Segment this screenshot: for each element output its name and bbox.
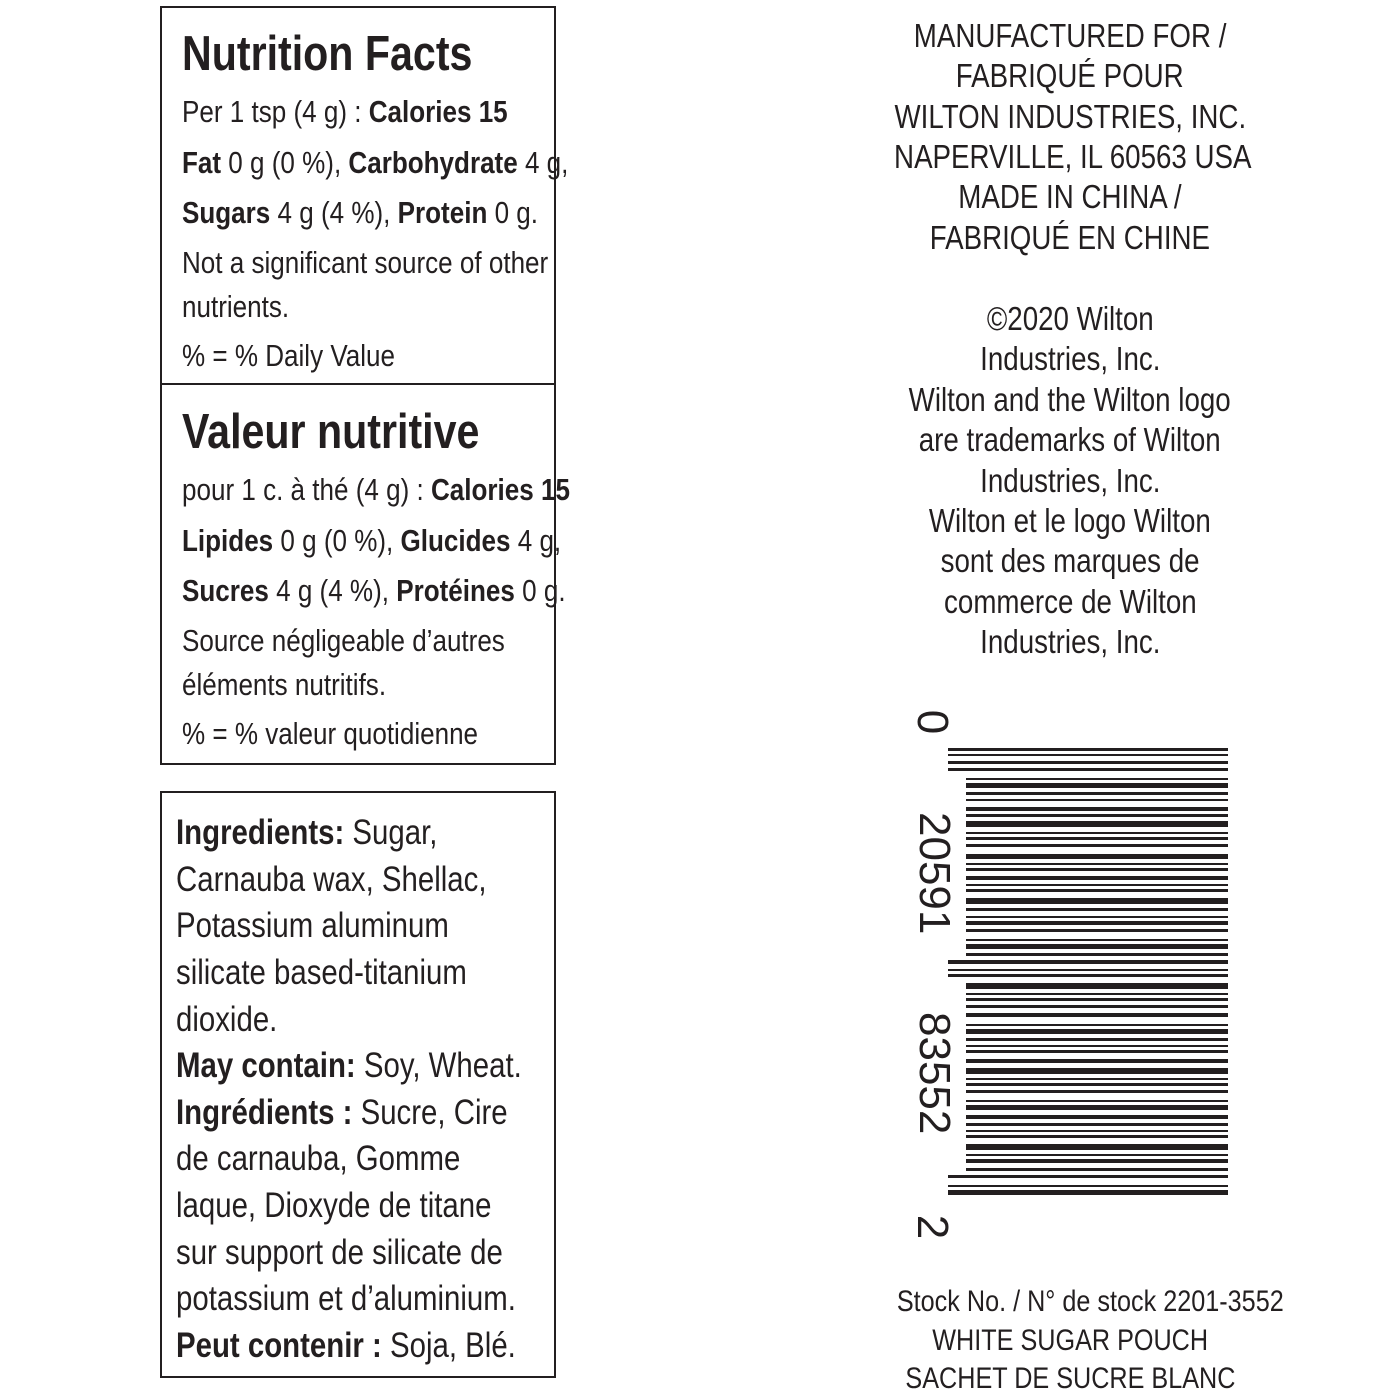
ingredients-en-line-5: dioxide. bbox=[176, 1000, 278, 1039]
barcode-bar bbox=[966, 889, 1228, 892]
stock-number: Stock No. / N° de stock 2201-3552 bbox=[896, 1285, 1284, 1318]
ingredients-en-line-2: Carnauba wax, Shellac, bbox=[176, 860, 487, 899]
barcode-bar bbox=[966, 916, 1228, 918]
note-line-en-1: Not a significant source of other bbox=[182, 245, 549, 280]
barcode-digits-left: 20591 bbox=[910, 812, 959, 935]
barcode-bar bbox=[966, 1144, 1228, 1150]
barcode-bar bbox=[966, 998, 1228, 1001]
section-divider bbox=[162, 383, 554, 385]
sugar-protein-line-fr: Sucres 4 g (4 %), Protéines 0 g. bbox=[182, 573, 566, 608]
barcode-bar bbox=[966, 1135, 1228, 1138]
ingredients-fr-line-4: sur support de silicate de bbox=[176, 1233, 503, 1272]
barcode-bar bbox=[966, 884, 1228, 886]
barcode-bar bbox=[966, 807, 1228, 811]
ingredients-fr-line-5: potassium et d’aluminium. bbox=[176, 1279, 516, 1318]
copyright-line-6: Wilton et le logo Wilton bbox=[929, 502, 1211, 539]
ingredients-en-line-3: Potassium aluminum bbox=[176, 906, 449, 945]
daily-value-note-fr: % = % valeur quotidienne bbox=[182, 716, 479, 751]
barcode-bar bbox=[966, 993, 1228, 995]
barcode-bar bbox=[966, 944, 1228, 949]
barcode-bar bbox=[948, 969, 1228, 971]
copyright-line-2: Industries, Inc. bbox=[979, 340, 1161, 377]
barcode-bar bbox=[966, 1013, 1228, 1017]
sugar-protein-line-en: Sugars 4 g (4 %), Protein 0 g. bbox=[182, 195, 539, 230]
barcode-bar bbox=[966, 1068, 1228, 1074]
product-name-en: WHITE SUGAR POUCH bbox=[932, 1324, 1208, 1357]
barcode-leading-digit: 0 bbox=[908, 709, 958, 735]
barcode-bar bbox=[966, 837, 1228, 840]
ingredients-en-line-4: silicate based-titanium bbox=[176, 953, 467, 992]
note-line-fr-1: Source négligeable d’autres bbox=[182, 623, 505, 658]
barcode-bar bbox=[948, 960, 1228, 964]
ingredients-fr-line-2: de carnauba, Gomme bbox=[176, 1139, 461, 1178]
manufacturer-line-2: FABRIQUÉ POUR bbox=[956, 57, 1184, 94]
manufacturer-line-5: MADE IN CHINA / bbox=[958, 178, 1182, 215]
barcode-bar bbox=[966, 1083, 1228, 1086]
ingredients-en-line-1: Ingredients: Sugar, bbox=[176, 813, 438, 852]
manufacturer-line-1: MANUFACTURED FOR / bbox=[913, 17, 1227, 54]
barcode-bar bbox=[966, 1078, 1228, 1080]
peut-contenir-line: Peut contenir : Soja, Blé. bbox=[176, 1326, 516, 1365]
manufacturer-line-4: NAPERVILLE, IL 60563 USA bbox=[894, 138, 1252, 175]
barcode-bar bbox=[966, 868, 1228, 871]
barcode-bar bbox=[948, 1190, 1228, 1195]
barcode-bar bbox=[966, 792, 1228, 795]
barcode-bar bbox=[966, 953, 1228, 956]
barcode-bar bbox=[966, 1029, 1228, 1034]
note-line-fr-2: éléments nutritifs. bbox=[182, 667, 387, 702]
barcode-digits-right: 83552 bbox=[910, 1012, 959, 1135]
barcode-bar bbox=[966, 876, 1228, 880]
barcode-bar bbox=[966, 1059, 1228, 1063]
ingredients-fr-line-3: laque, Dioxyde de titane bbox=[176, 1186, 492, 1225]
barcode-bar bbox=[966, 832, 1228, 834]
barcode-bar bbox=[966, 1100, 1228, 1102]
barcode-bar bbox=[948, 761, 1228, 764]
copyright-line-1: ©2020 Wilton bbox=[986, 300, 1154, 337]
daily-value-note-en: % = % Daily Value bbox=[182, 338, 396, 373]
barcode-trailing-digit: 2 bbox=[908, 1214, 958, 1240]
barcode-bar bbox=[966, 778, 1228, 780]
copyright-line-5: Industries, Inc. bbox=[979, 462, 1161, 499]
barcode-bar bbox=[966, 929, 1228, 932]
manufacturer-line-6: FABRIQUÉ EN CHINE bbox=[929, 219, 1211, 256]
note-line-en-2: nutrients. bbox=[182, 289, 290, 324]
barcode-bar bbox=[966, 863, 1228, 865]
manufacturer-line-3: WILTON INDUSTRIES, INC. bbox=[894, 98, 1246, 135]
copyright-line-9: Industries, Inc. bbox=[979, 623, 1161, 660]
barcode-bar bbox=[966, 1090, 1228, 1093]
copyright-line-8: commerce de Wilton bbox=[943, 583, 1197, 620]
copyright-line-3: Wilton and the Wilton logo bbox=[908, 381, 1232, 418]
nutrition-title-en: Nutrition Facts bbox=[182, 27, 473, 81]
product-name-fr: SACHET DE SUCRE BLANC bbox=[904, 1362, 1236, 1395]
fat-carb-line-fr: Lipides 0 g (0 %), Glucides 4 g, bbox=[182, 523, 562, 558]
serving-line-en: Per 1 tsp (4 g) : Calories 15 bbox=[182, 94, 508, 129]
barcode-bar bbox=[966, 1045, 1228, 1047]
barcode-bar bbox=[966, 898, 1228, 904]
barcode-bar bbox=[966, 1115, 1228, 1119]
serving-line-fr: pour 1 c. à thé (4 g) : Calories 15 bbox=[182, 472, 570, 507]
ingredients-fr-line-1: Ingrédients : Sucre, Cire bbox=[176, 1093, 508, 1132]
copyright-line-4: are trademarks of Wilton bbox=[919, 421, 1221, 458]
barcode-bar bbox=[966, 854, 1228, 859]
nutrition-title-fr: Valeur nutritive bbox=[182, 405, 480, 459]
barcode-bar bbox=[966, 1123, 1228, 1126]
barcode-bar bbox=[948, 1185, 1228, 1187]
barcode bbox=[948, 748, 1228, 1198]
barcode-bar bbox=[966, 799, 1228, 801]
copyright-line-7: sont des marques de bbox=[940, 542, 1200, 579]
barcode-bar bbox=[966, 814, 1228, 817]
barcode-bar bbox=[966, 908, 1228, 911]
barcode-bar bbox=[966, 783, 1228, 788]
barcode-bar bbox=[966, 1024, 1228, 1026]
barcode-bar bbox=[966, 1005, 1228, 1008]
ingredients-panel bbox=[160, 791, 556, 1378]
barcode-bar bbox=[966, 1168, 1228, 1171]
barcode-bar bbox=[966, 983, 1228, 989]
barcode-bar bbox=[966, 1130, 1228, 1132]
barcode-bar bbox=[966, 921, 1228, 925]
barcode-bar bbox=[966, 1154, 1228, 1156]
barcode-bar bbox=[966, 1159, 1228, 1163]
barcode-bar bbox=[948, 754, 1228, 756]
barcode-bar bbox=[966, 821, 1228, 827]
barcode-bar bbox=[966, 844, 1228, 847]
barcode-bar bbox=[948, 1175, 1228, 1178]
barcode-bar bbox=[966, 1050, 1228, 1053]
barcode-bar bbox=[948, 748, 1228, 751]
barcode-bar bbox=[948, 974, 1228, 977]
may-contain-line: May contain: Soy, Wheat. bbox=[176, 1046, 522, 1085]
barcode-bar bbox=[948, 768, 1228, 771]
nutrition-facts-panel bbox=[160, 6, 570, 765]
barcode-bar bbox=[966, 1038, 1228, 1041]
barcode-bar bbox=[966, 1105, 1228, 1110]
barcode-bar bbox=[966, 939, 1228, 941]
fat-carb-line-en: Fat 0 g (0 %), Carbohydrate 4 g, bbox=[182, 145, 569, 180]
